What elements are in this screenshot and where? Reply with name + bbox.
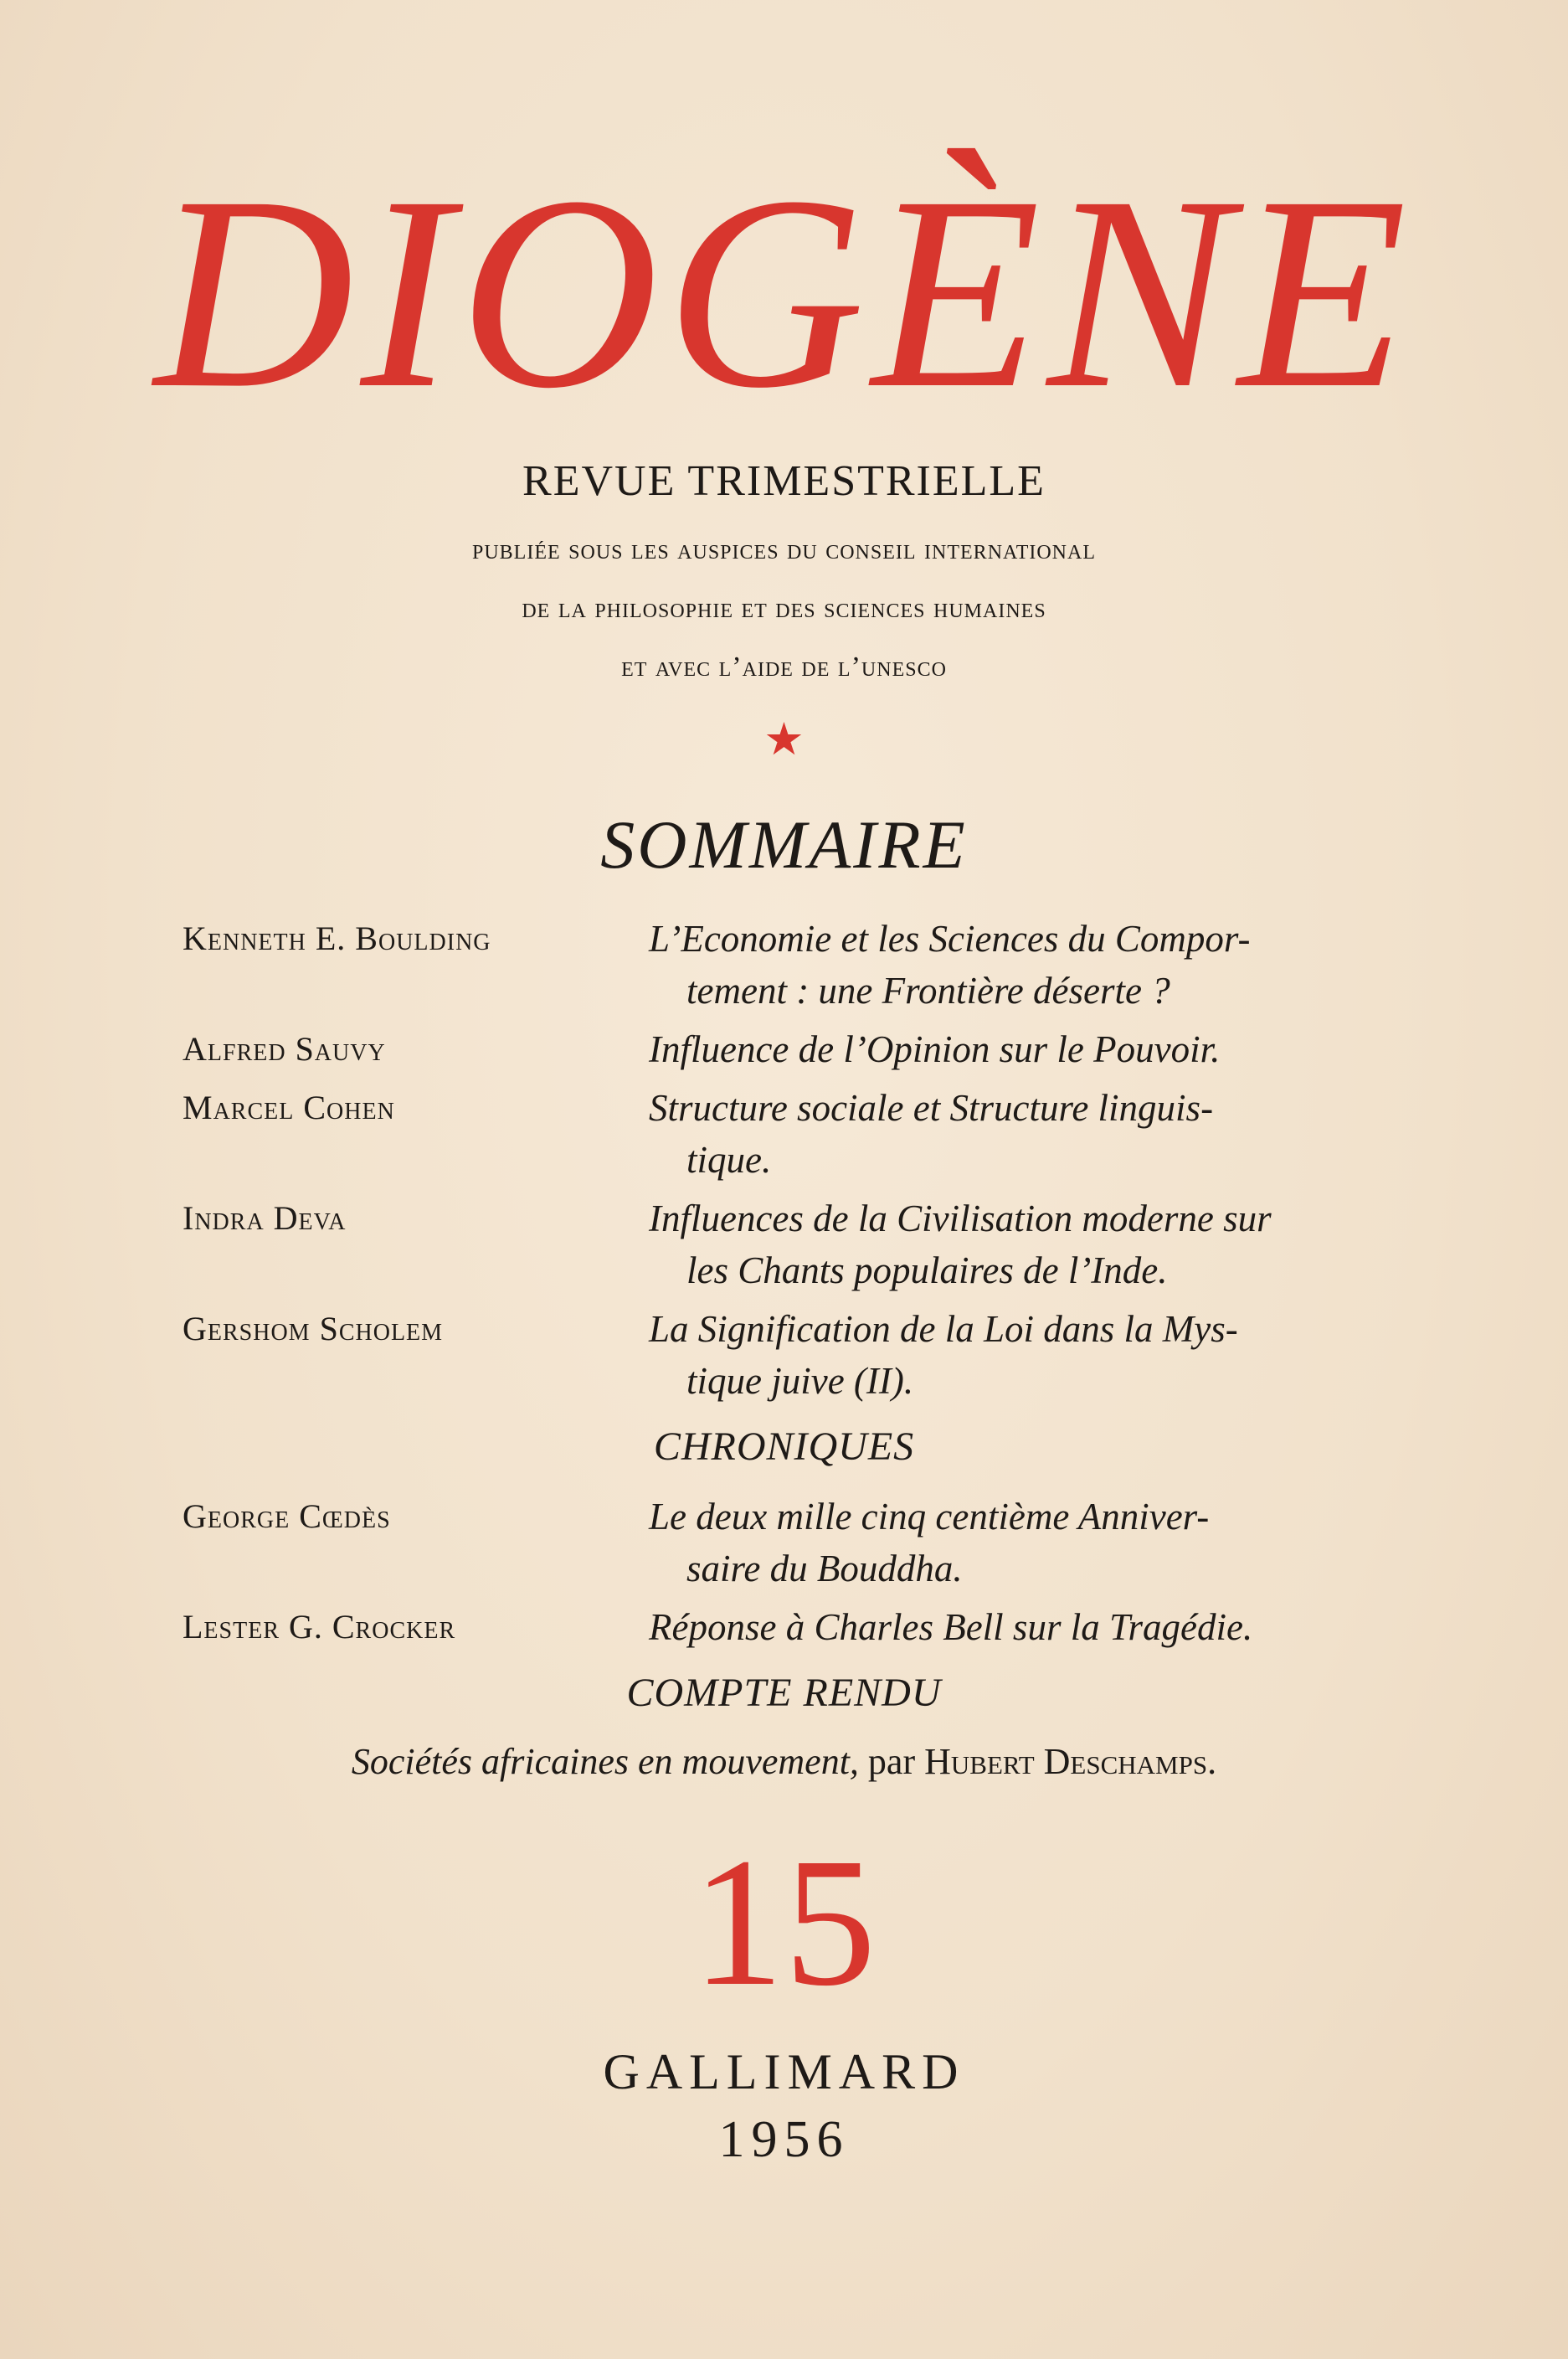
review-title: Sociétés africaines en mouvement, [351, 1741, 859, 1782]
article-author: Kenneth E. Boulding [183, 919, 491, 957]
article-author: Lester G. Crocker [183, 1608, 456, 1646]
article-title: Structure sociale et Structure linguis- tique. [649, 1087, 1214, 1181]
toc-entry [0, 1082, 1568, 1186]
article-title: Le deux mille cinq centième Anniver- saire du Bouddha. [649, 1496, 1210, 1589]
publication-line: de la philosophie et des sciences humaines [522, 593, 1046, 624]
publication-line: et avec l’aide de l’unesco [621, 652, 947, 682]
toc-entry [0, 913, 1568, 1017]
star-icon: ★ [763, 713, 805, 765]
issue-number: 15 [691, 1820, 877, 2024]
article-title: Influence de l’Opinion sur le Pouvoir. [649, 1028, 1221, 1070]
publication-year: 1956 [718, 2111, 850, 2168]
article-title: La Signification de la Loi dans la Mys- tique juive (II). [649, 1308, 1238, 1402]
toc-entry [0, 1491, 1568, 1594]
contents-heading: SOMMAIRE [600, 806, 968, 883]
table-of-contents [0, 913, 1568, 1787]
article-author: George Cœdès [183, 1497, 391, 1535]
article-author: Gershom Scholem [183, 1310, 444, 1347]
chroniques-heading: CHRONIQUES [653, 1424, 915, 1469]
toc-entry [0, 1023, 1568, 1075]
article-author: Alfred Sauvy [183, 1030, 386, 1068]
review-entry [0, 1737, 1568, 1787]
compte-rendu-heading: COMPTE RENDU [626, 1671, 942, 1715]
publication-line: publiée sous les auspices du conseil international [471, 534, 1096, 565]
journal-subtitle: REVUE TRIMESTRIELLE [522, 457, 1046, 505]
publisher-name: GALLIMARD [603, 2044, 965, 2099]
review-author: Hubert Deschamps. [924, 1741, 1217, 1782]
article-author: Indra Deva [183, 1199, 347, 1237]
article-title: Influences de la Civilisation moderne sur les Chants populaires de l’Inde. [649, 1198, 1272, 1291]
toc-entry [0, 1601, 1568, 1653]
article-author: Marcel Cohen [183, 1089, 395, 1126]
review-par: par [867, 1741, 916, 1782]
toc-entry [0, 1303, 1568, 1407]
journal-title: DIOGÈNE [154, 140, 1414, 446]
article-title: L’Economie et les Sciences du Compor- tement : une Frontière déserte ? [649, 918, 1251, 1012]
toc-entry [0, 1192, 1568, 1296]
article-title: Réponse à Charles Bell sur la Tragédie. [649, 1606, 1253, 1648]
